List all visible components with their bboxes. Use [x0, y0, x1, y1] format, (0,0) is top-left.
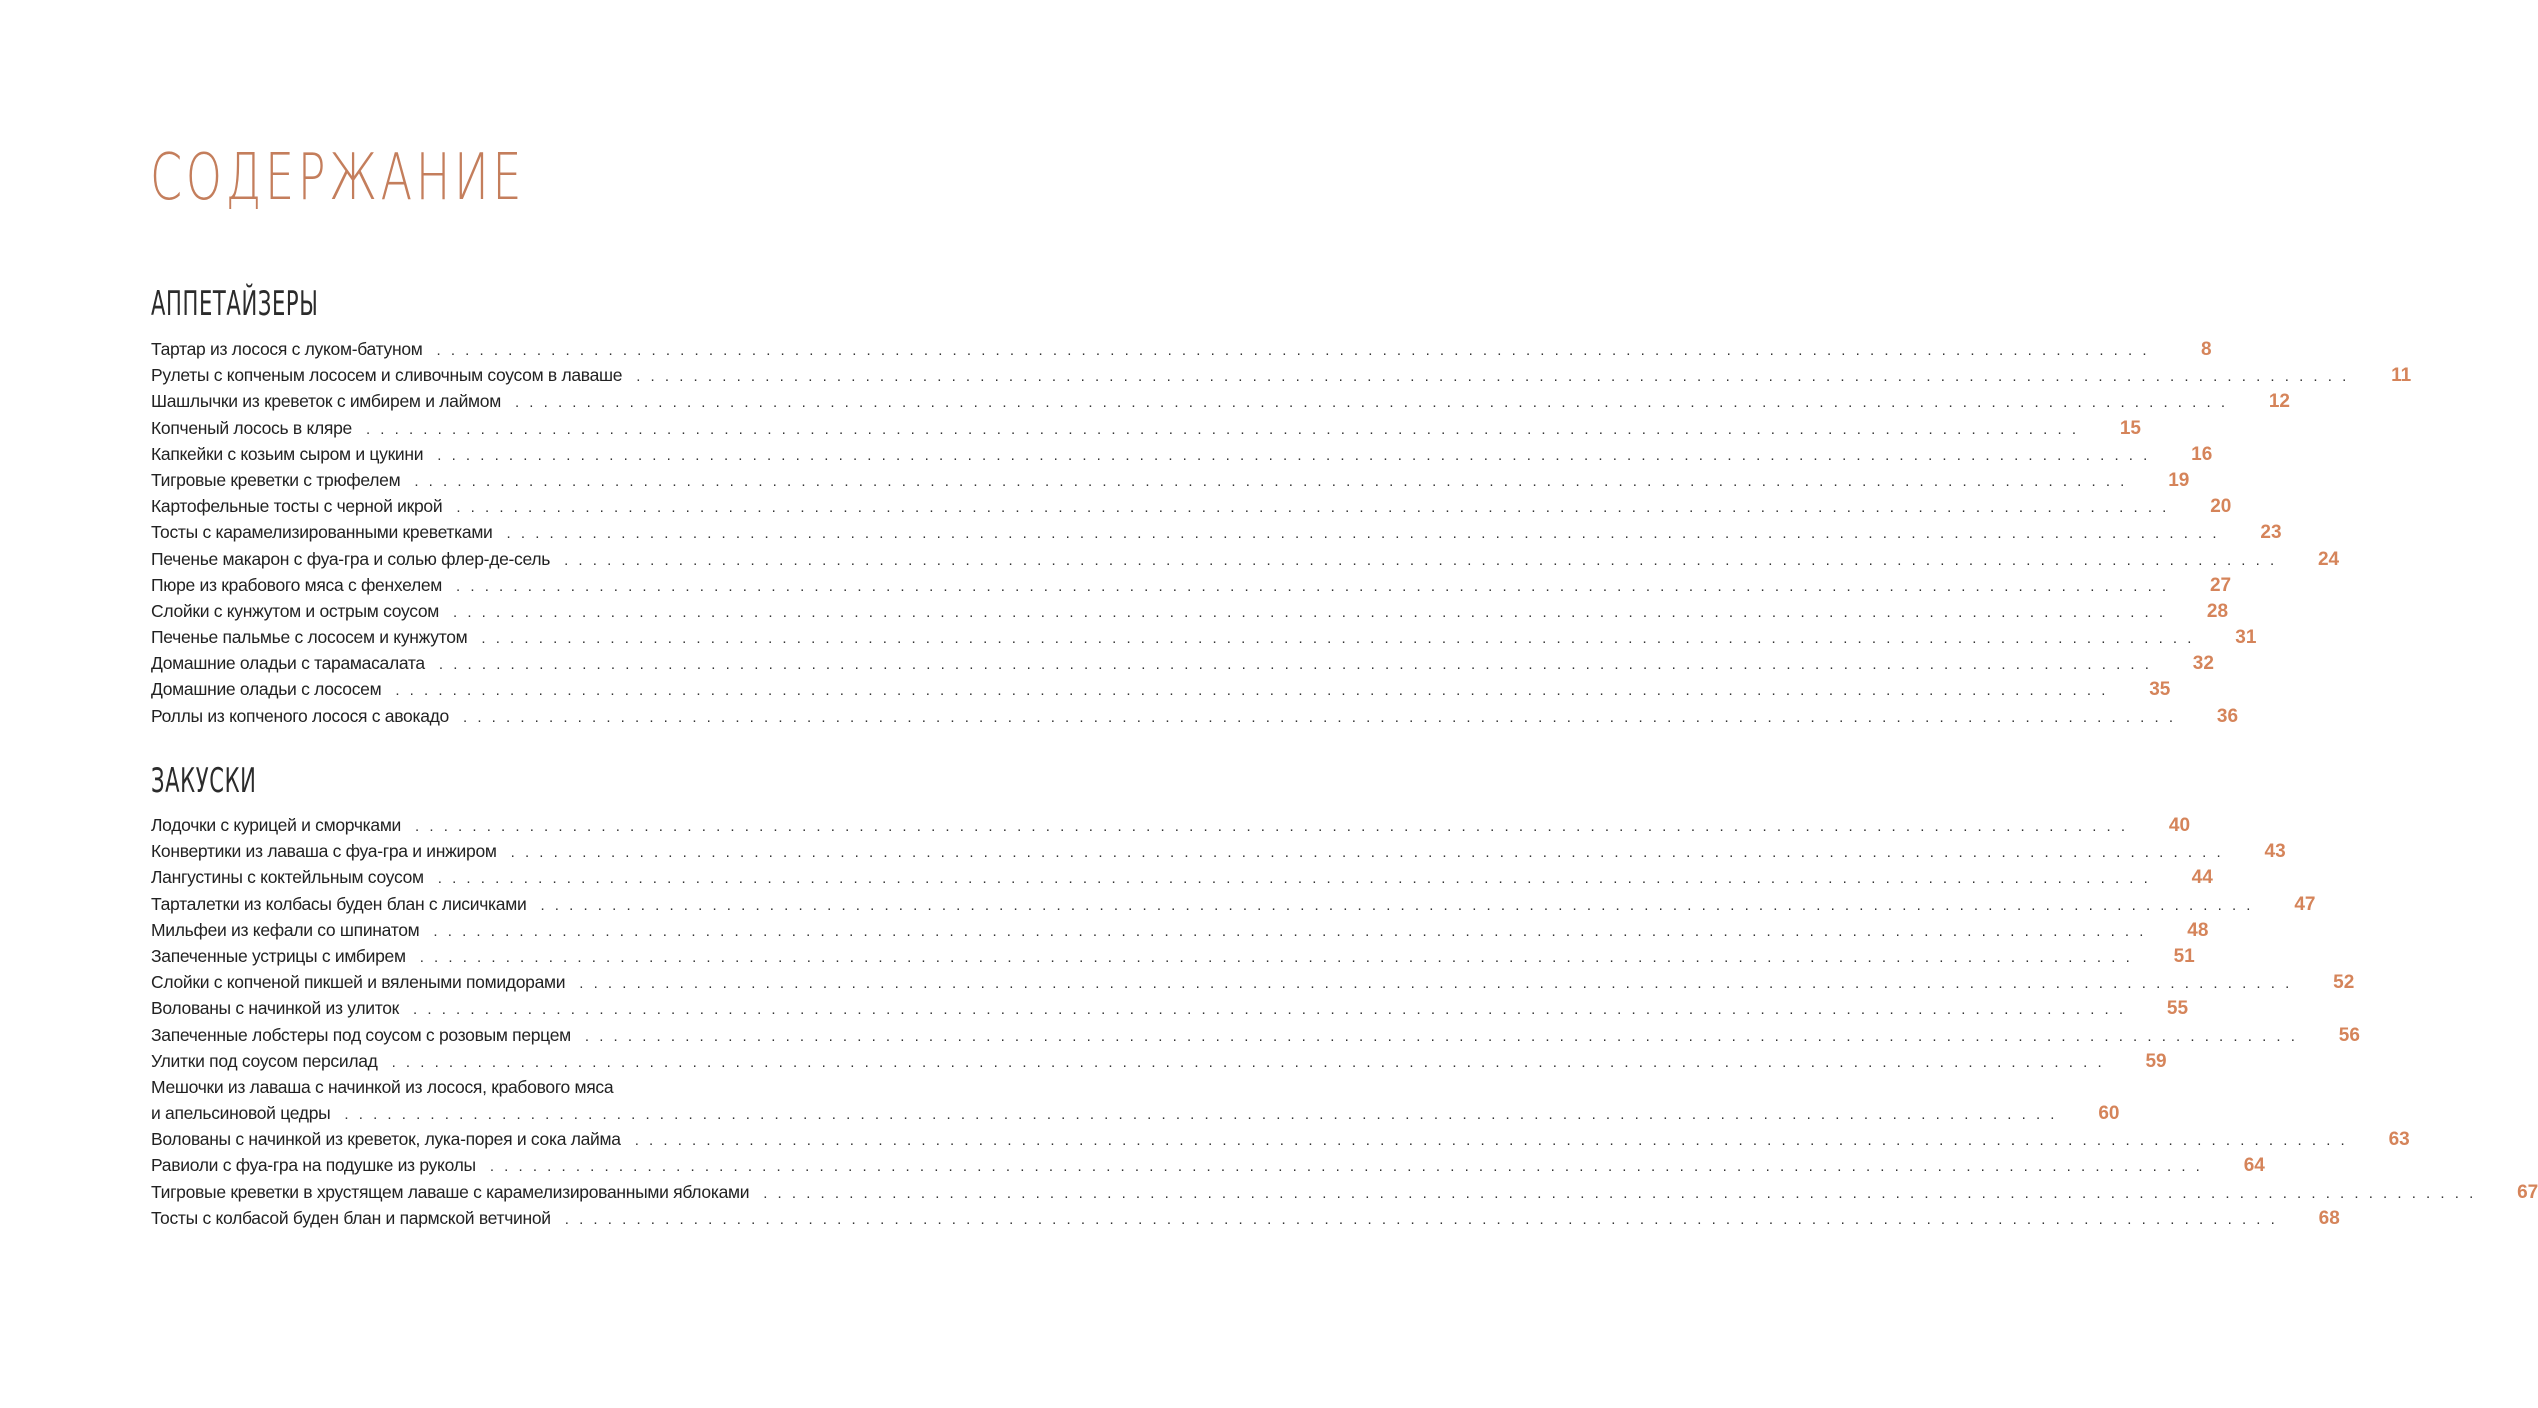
toc-entry[interactable]: [151, 969, 2355, 995]
toc-entry-title: Картофельные тосты с черной икрой: [151, 496, 443, 517]
toc-entry[interactable]: [151, 441, 2213, 467]
toc-list-snacks: [151, 812, 2538, 1231]
dot-leader: . . . . . . . . . . . . . . . . . . . . . . . . . . . . . . . . . . . . . . . . . . . . . . . . . . . . . . . . . . . . . . . . . . . . . . . . . . . . . . . . . . . . . . . . . . . . . . . . . . . . . . . . . . . . . . . . . . . . . . . .: [419, 948, 2133, 966]
dot-leader: . . . . . . . . . . . . . . . . . . . . . . . . . . . . . . . . . . . . . . . . . . . . . . . . . . . . . . . . . . . . . . . . . . . . . . . . . . . . . . . . . . . . . . . . . . . . . . . . . . . . . . . . . . . . . . . . . . . . . . . .: [634, 1132, 2348, 1150]
dot-leader: . . . . . . . . . . . . . . . . . . . . . . . . . . . . . . . . . . . . . . . . . . . . . . . . . . . . . . . . . . . . . . . . . . . . . . . . . . . . . . . . . . . . . . . . . . . . . . . . . . . . . . . . . . . . . . . . . . . . . . . .: [437, 446, 2151, 464]
dot-leader: . . . . . . . . . . . . . . . . . . . . . . . . . . . . . . . . . . . . . . . . . . . . . . . . . . . . . . . . . . . . . . . . . . . . . . . . . . . . . . . . . . . . . . . . . . . . . . . . . . . . . . . . . . . . . . . . . . . . . . . .: [763, 1184, 2477, 1202]
toc-entry-page-number: 32: [2192, 653, 2214, 675]
toc-entry[interactable]: [151, 415, 2141, 441]
toc-entry-page-number: 19: [2168, 469, 2190, 491]
dot-leader: . . . . . . . . . . . . . . . . . . . . . . . . . . . . . . . . . . . . . . . . . . . . . . . . . . . . . . . . . . . . . . . . . . . . . . . . . . . . . . . . . . . . . . . . . . . . . . . . . . . . . . . . . . . . . . . . . . . . . . . .: [365, 420, 2079, 438]
toc-entry-page-number: 24: [2317, 548, 2340, 570]
dot-leader: . . . . . . . . . . . . . . . . . . . . . . . . . . . . . . . . . . . . . . . . . . . . . . . . . . . . . . . . . . . . . . . . . . . . . . . . . . . . . . . . . . . . . . . . . . . . . . . . . . . . . . . . . . . . . . . . . . . . . . . .: [564, 1210, 2278, 1228]
toc-entry[interactable]: [151, 493, 2232, 519]
dot-leader: . . . . . . . . . . . . . . . . . . . . . . . . . . . . . . . . . . . . . . . . . . . . . . . . . . . . . . . . . . . . . . . . . . . . . . . . . . . . . . . . . . . . . . . . . . . . . . . . . . . . . . . . . . . . . . . . . . . . . . . .: [415, 818, 2129, 835]
toc-entry[interactable]: [151, 1126, 2410, 1152]
toc-entry[interactable]: [151, 864, 2213, 890]
dot-leader: . . . . . . . . . . . . . . . . . . . . . . . . . . . . . . . . . . . . . . . . . . . . . . . . . . . . . . . . . . . . . . . . . . . . . . . . . . . . . . . . . . . . . . . . . . . . . . . . . . . . . . . . . . . . . . . . . . . . . . . .: [453, 603, 2167, 621]
toc-entry-page-number: 43: [2264, 841, 2286, 863]
page-title: СОДЕРЖАНИЕ: [150, 141, 526, 215]
toc-entry-title: Запеченные лобстеры под соусом с розовым перцем: [151, 1024, 571, 1045]
dot-leader: . . . . . . . . . . . . . . . . . . . . . . . . . . . . . . . . . . . . . . . . . . . . . . . . . . . . . . . . . . . . . . . . . . . . . . . . . . . . . . . . . . . . . . . . . . . . . . . . . . . . . . . . . . . . . . . . . . . . . . . .: [584, 1027, 2298, 1045]
toc-entry-title-continued: и апельсиновой цедры: [151, 1103, 331, 1124]
toc-entry-title: Тартар из лосося с луком-батуном: [151, 339, 423, 359]
toc-entry-page-number: 40: [2168, 815, 2191, 836]
dot-leader: . . . . . . . . . . . . . . . . . . . . . . . . . . . . . . . . . . . . . . . . . . . . . . . . . . . . . . . . . . . . . . . . . . . . . . . . . . . . . . . . . . . . . . . . . . . . . . . . . . . . . . . . . . . . . . . . . . . . . . . .: [540, 896, 2254, 914]
dot-leader: . . . . . . . . . . . . . . . . . . . . . . . . . . . . . . . . . . . . . . . . . . . . . . . . . . . . . . . . . . . . . . . . . . . . . . . . . . . . . . . . . . . . . . . . . . . . . . . . . . . . . . . . . . . . . . . . . . . . . . . .: [564, 551, 2278, 569]
toc-entry-title: Лодочки с курицей и сморчками: [151, 815, 402, 835]
toc-entry[interactable]: [151, 1074, 2120, 1126]
toc-entry-page-number: 44: [2191, 867, 2213, 889]
dot-leader: . . . . . . . . . . . . . . . . . . . . . . . . . . . . . . . . . . . . . . . . . . . . . . . . . . . . . . . . . . . . . . . . . . . . . . . . . . . . . . . . . . . . . . . . . . . . . . . . . . . . . . . . . . . . . . . . . . . . . . . .: [456, 499, 2170, 517]
dot-leader: . . . . . . . . . . . . . . . . . . . . . . . . . . . . . . . . . . . . . . . . . . . . . . . . . . . . . . . . . . . . . . . . . . . . . . . . . . . . . . . . . . . . . . . . . . . . . . . . . . . . . . . . . . . . . . . . . . . . . . . .: [510, 844, 2224, 862]
toc-entry-title: Домашние оладьи с лососем: [151, 679, 382, 700]
toc-entry[interactable]: [151, 995, 2189, 1021]
toc-entry[interactable]: [151, 572, 2232, 598]
toc-entry-title: Пюре из крабового мяса с фенхелем: [151, 574, 443, 595]
toc-entry[interactable]: [151, 1152, 2265, 1178]
dot-leader: . . . . . . . . . . . . . . . . . . . . . . . . . . . . . . . . . . . . . . . . . . . . . . . . . . . . . . . . . . . . . . . . . . . . . . . . . . . . . . . . . . . . . . . . . . . . . . . . . . . . . . . . . . . . . . . . . . . . . . . .: [344, 1106, 2058, 1124]
dot-leader: . . . . . . . . . . . . . . . . . . . . . . . . . . . . . . . . . . . . . . . . . . . . . . . . . . . . . . . . . . . . . . . . . . . . . . . . . . . . . . . . . . . . . . . . . . . . . . . . . . . . . . . . . . . . . . . . . . . . . . . .: [437, 870, 2151, 888]
toc-entry-page-number: 11: [2391, 365, 2412, 387]
toc-entry[interactable]: [151, 703, 2239, 729]
toc-entry-title: Улитки под соусом персилад: [151, 1050, 378, 1071]
toc-entry[interactable]: [151, 1048, 2167, 1074]
dot-leader: . . . . . . . . . . . . . . . . . . . . . . . . . . . . . . . . . . . . . . . . . . . . . . . . . . . . . . . . . . . . . . . . . . . . . . . . . . . . . . . . . . . . . . . . . . . . . . . . . . . . . . . . . . . . . . . . . . . . . . . .: [438, 656, 2152, 674]
toc-entry-title: Запеченные устрицы с имбирем: [151, 945, 406, 966]
toc-entry-title: Роллы из копченого лосося с авокадо: [151, 705, 449, 726]
toc-entry[interactable]: [151, 336, 2212, 362]
toc-entry-title: Конвертики из лаваша с фуа-гра и инжиром: [151, 841, 497, 862]
toc-entry-title: Капкейки с козьим сыром и цукини: [151, 443, 424, 464]
toc-entry-page-number: 36: [2216, 705, 2239, 727]
toc-entry[interactable]: [151, 812, 2191, 838]
toc-entry-title: Мильфеи из кефали со шпинатом: [151, 919, 420, 940]
dot-leader: . . . . . . . . . . . . . . . . . . . . . . . . . . . . . . . . . . . . . . . . . . . . . . . . . . . . . . . . . . . . . . . . . . . . . . . . . . . . . . . . . . . . . . . . . . . . . . . . . . . . . . . . . . . . . . . . . . . . . . . .: [514, 394, 2228, 412]
toc-list-appetizers: [151, 336, 2412, 729]
toc-entry-page-number: 56: [2338, 1024, 2360, 1046]
toc-entry-title: Волованы с начинкой из улиток: [151, 998, 400, 1019]
dot-leader: . . . . . . . . . . . . . . . . . . . . . . . . . . . . . . . . . . . . . . . . . . . . . . . . . . . . . . . . . . . . . . . . . . . . . . . . . . . . . . . . . . . . . . . . . . . . . . . . . . . . . . . . . . . . . . . . . . . . . . . .: [489, 1158, 2203, 1176]
toc-entry-title: Тигровые креветки в хрустящем лаваше с карамелизированными яблоками: [151, 1181, 750, 1202]
toc-entry[interactable]: [151, 891, 2316, 917]
toc-entry-page-number: 51: [2173, 945, 2195, 967]
toc-entry-title: Равиоли с фуа-гра на подушке из руколы: [151, 1155, 476, 1176]
toc-entry[interactable]: [151, 467, 2190, 493]
toc-entry-page-number: 8: [2200, 339, 2212, 360]
toc-entry[interactable]: [151, 943, 2195, 969]
toc-entry-title: Тосты с карамелизированными креветками: [151, 522, 493, 543]
dot-leader: . . . . . . . . . . . . . . . . . . . . . . . . . . . . . . . . . . . . . . . . . . . . . . . . . . . . . . . . . . . . . . . . . . . . . . . . . . . . . . . . . . . . . . . . . . . . . . . . . . . . . . . . . . . . . . . . . . . . . . . .: [436, 342, 2150, 359]
toc-entry-title: Лангустины с коктейльным соусом: [151, 867, 424, 888]
toc-entry-title: Слойки с копченой пикшей и вялеными помидорами: [151, 972, 566, 993]
toc-entry-page-number: 20: [2210, 496, 2232, 518]
toc-entry-title: Домашние оладьи с тарамасалата: [151, 653, 425, 674]
toc-entry[interactable]: [151, 1179, 2538, 1205]
toc-entry-title: Шашлычки из креветок с имбирем и лаймом: [151, 391, 501, 412]
toc-entry-title: Печенье макарон с фуа-гра и солью флер-де-сель: [151, 548, 551, 569]
toc-entry[interactable]: [151, 1205, 2340, 1231]
toc-entry[interactable]: [151, 388, 2290, 414]
dot-leader: . . . . . . . . . . . . . . . . . . . . . . . . . . . . . . . . . . . . . . . . . . . . . . . . . . . . . . . . . . . . . . . . . . . . . . . . . . . . . . . . . . . . . . . . . . . . . . . . . . . . . . . . . . . . . . . . . . . . . . . .: [413, 1001, 2127, 1019]
toc-entry-title: Тарталетки из колбасы буден блан с лисичками: [151, 893, 527, 914]
toc-entry-title: Тигровые креветки с трюфелем: [151, 469, 401, 490]
dot-leader: . . . . . . . . . . . . . . . . . . . . . . . . . . . . . . . . . . . . . . . . . . . . . . . . . . . . . . . . . . . . . . . . . . . . . . . . . . . . . . . . . . . . . . . . . . . . . . . . . . . . . . . . . . . . . . . . . . . . . . . .: [414, 472, 2128, 490]
toc-entry-title: Тосты с колбасой буден блан и пармской ветчиной: [151, 1207, 551, 1228]
toc-entry-title: Копченый лосось в кляре: [151, 417, 352, 438]
toc-entry-page-number: 47: [2294, 893, 2316, 915]
toc-entry-title: Слойки с кунжутом и острым соусом: [151, 600, 440, 621]
toc-entry[interactable]: [151, 546, 2340, 572]
toc-entry-page-number: 12: [2268, 391, 2290, 413]
dot-leader: . . . . . . . . . . . . . . . . . . . . . . . . . . . . . . . . . . . . . . . . . . . . . . . . . . . . . . . . . . . . . . . . . . . . . . . . . . . . . . . . . . . . . . . . . . . . . . . . . . . . . . . . . . . . . . . . . . . . . . . .: [462, 708, 2177, 726]
toc-entry[interactable]: [151, 1022, 2360, 1048]
dot-leader: . . . . . . . . . . . . . . . . . . . . . . . . . . . . . . . . . . . . . . . . . . . . . . . . . . . . . . . . . . . . . . . . . . . . . . . . . . . . . . . . . . . . . . . . . . . . . . . . . . . . . . . . . . . . . . . . . . . . . . . .: [433, 922, 2147, 940]
toc-entry-page-number: 67: [2517, 1181, 2538, 1203]
toc-entry-page-number: 27: [2209, 574, 2232, 596]
toc-entry-page-number: 35: [2149, 679, 2171, 701]
dot-leader: . . . . . . . . . . . . . . . . . . . . . . . . . . . . . . . . . . . . . . . . . . . . . . . . . . . . . . . . . . . . . . . . . . . . . . . . . . . . . . . . . . . . . . . . . . . . . . . . . . . . . . . . . . . . . . . . . . . . . . . .: [636, 368, 2350, 386]
toc-entry-title: Мешочки из лаваша с начинкой из лосося, крабового мяса: [151, 1076, 614, 1097]
toc-entry[interactable]: [151, 650, 2214, 676]
toc-entry-title: Печенье пальмье с лососем и кунжутом: [151, 627, 468, 648]
toc-entry-title: Волованы с начинкой из креветок, лука-порея и сока лайма: [151, 1129, 621, 1150]
toc-entry[interactable]: [151, 624, 2257, 650]
section-title-snacks: ЗАКУСКИ: [151, 761, 257, 801]
toc-entry[interactable]: [151, 598, 2229, 624]
toc-entry[interactable]: [151, 519, 2282, 545]
toc-entry-page-number: 68: [2318, 1207, 2340, 1229]
toc-entry-page-number: 28: [2206, 600, 2229, 622]
section-title-appetizers: АППЕТАЙЗЕРЫ: [151, 284, 319, 324]
toc-entry-page-number: 16: [2191, 443, 2213, 465]
dot-leader: . . . . . . . . . . . . . . . . . . . . . . . . . . . . . . . . . . . . . . . . . . . . . . . . . . . . . . . . . . . . . . . . . . . . . . . . . . . . . . . . . . . . . . . . . . . . . . . . . . . . . . . . . . . . . . . . . . . . . . . .: [506, 525, 2220, 543]
toc-entry-page-number: 59: [2145, 1050, 2167, 1072]
dot-leader: . . . . . . . . . . . . . . . . . . . . . . . . . . . . . . . . . . . . . . . . . . . . . . . . . . . . . . . . . . . . . . . . . . . . . . . . . . . . . . . . . . . . . . . . . . . . . . . . . . . . . . . . . . . . . . . . . . . . . . . .: [395, 682, 2109, 700]
toc-entry-page-number: 52: [2333, 972, 2355, 994]
toc-entry[interactable]: [151, 676, 2171, 702]
toc-entry-page-number: 48: [2187, 919, 2209, 941]
toc-entry-page-number: 63: [2388, 1129, 2410, 1151]
toc-entry-page-number: 64: [2243, 1155, 2265, 1177]
toc-entry-page-number: 23: [2260, 522, 2282, 544]
toc-entry-title: Рулеты с копченым лососем и сливочным соусом в лаваше: [151, 365, 623, 386]
toc-entry[interactable]: [151, 838, 2286, 864]
dot-leader: . . . . . . . . . . . . . . . . . . . . . . . . . . . . . . . . . . . . . . . . . . . . . . . . . . . . . . . . . . . . . . . . . . . . . . . . . . . . . . . . . . . . . . . . . . . . . . . . . . . . . . . . . . . . . . . . . . . . . . . .: [579, 975, 2293, 993]
toc-entry-page-number: 31: [2235, 627, 2257, 649]
toc-entry[interactable]: [151, 917, 2209, 943]
toc-entry-page-number: 15: [2119, 417, 2141, 439]
dot-leader: . . . . . . . . . . . . . . . . . . . . . . . . . . . . . . . . . . . . . . . . . . . . . . . . . . . . . . . . . . . . . . . . . . . . . . . . . . . . . . . . . . . . . . . . . . . . . . . . . . . . . . . . . . . . . . . . . . . . . . . .: [391, 1053, 2105, 1071]
dot-leader: . . . . . . . . . . . . . . . . . . . . . . . . . . . . . . . . . . . . . . . . . . . . . . . . . . . . . . . . . . . . . . . . . . . . . . . . . . . . . . . . . . . . . . . . . . . . . . . . . . . . . . . . . . . . . . . . . . . . . . . .: [481, 630, 2195, 648]
toc-entry[interactable]: [151, 362, 2412, 388]
toc-entry-page-number: 60: [2098, 1103, 2120, 1125]
toc-entry-page-number: 55: [2166, 998, 2189, 1020]
dot-leader: . . . . . . . . . . . . . . . . . . . . . . . . . . . . . . . . . . . . . . . . . . . . . . . . . . . . . . . . . . . . . . . . . . . . . . . . . . . . . . . . . . . . . . . . . . . . . . . . . . . . . . . . . . . . . . . . . . . . . . . .: [456, 577, 2170, 595]
